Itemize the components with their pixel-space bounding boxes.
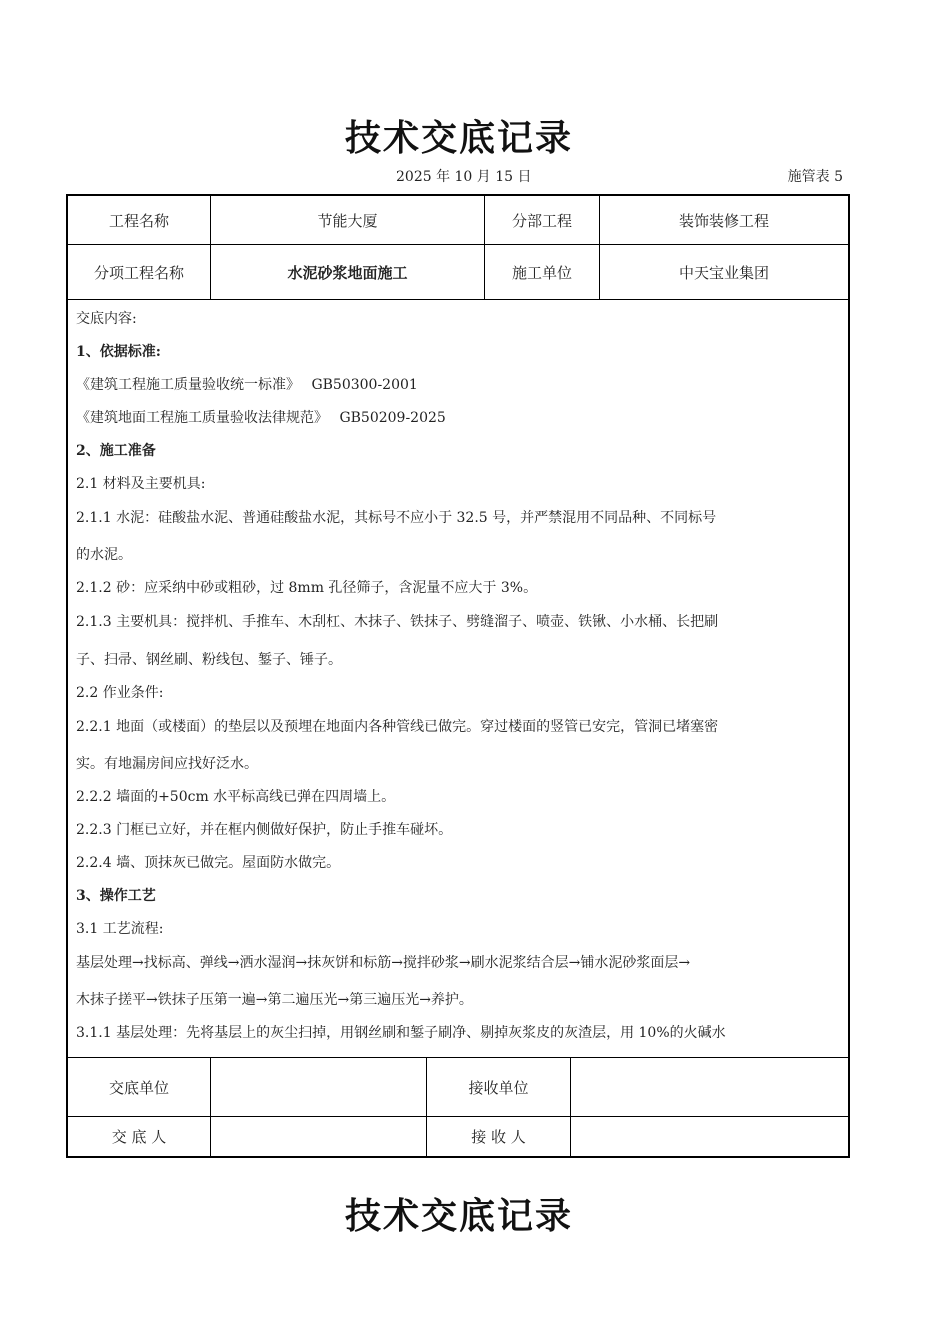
record-table [66,194,850,1158]
receiver-field[interactable] [571,1117,848,1156]
page-title: 技术交底记录 [344,118,573,159]
content-line: 2.1.1 水泥：硅酸盐水泥、普通硅酸盐水泥，其标号不应小于 32.5 号，并严禁混用不同品种、不同标号 [76,510,717,526]
content-line: 基层处理→找标高、弹线→洒水湿润→抹灰饼和标筋→搅拌砂浆→刷水泥浆结合层→铺水泥砂浆面层→ [76,955,691,971]
receiver-label: 接 收 人 [471,1128,526,1146]
content-line: 实。有地漏房间应找好泛水。 [76,756,258,772]
issuer-field[interactable] [211,1117,426,1156]
content-line: 2.2.4 墙、顶抹灰已做完。屋面防水做完。 [76,855,341,871]
receiver-unit-field[interactable] [571,1058,848,1116]
section-heading: 3、操作工艺 [76,888,156,904]
content-line: 木抹子搓平→铁抹子压第一遍→第二遍压光→第三遍压光→养护。 [76,992,473,1008]
subitem-label: 分项工程名称 [93,263,184,282]
contractor-value: 中天宝业集团 [678,263,769,282]
content-line: 交底内容: [76,311,137,327]
division-value: 装饰装修工程 [678,211,769,230]
form-number: 施管表 5 [787,169,843,185]
content-line: 2.1 材料及主要机具: [76,476,206,492]
section-heading: 1、依据标准: [76,344,161,360]
content-line: 2.1.2 砂：应采纳中砂或粗砂，过 8mm 孔径筛子，含泥量不应大于 3%。 [76,580,538,596]
section-heading: 2、施工准备 [76,443,156,459]
contractor-label: 施工单位 [511,263,572,282]
project-name-value: 节能大厦 [317,211,378,230]
content-line: 2.2 作业条件: [76,685,164,701]
content-line: 子、扫帚、钢丝刷、粉线包、錾子、锤子。 [76,652,342,668]
next-page-title: 技术交底记录 [344,1196,573,1237]
content-line: 2.2.1 地面（或楼面）的垫层以及预埋在地面内各种管线已做完。穿过楼面的竖管已安完，管洞已堵塞密 [76,719,719,735]
row-divider [68,299,848,300]
issuer-label: 交 底 人 [111,1128,167,1146]
content-line: 3.1 工艺流程: [76,921,164,937]
content-line: 2.1.3 主要机具：搅拌机、手推车、木刮杠、木抹子、铁抹子、劈缝溜子、喷壶、铁锹、小水桶、长把刷 [76,614,719,630]
content-line: 2.2.2 墙面的+50cm 水平标高线已弹在四周墙上。 [76,789,396,805]
division-label: 分部工程 [511,211,572,230]
subitem-value: 水泥砂浆地面施工 [287,263,408,282]
project-name-label: 工程名称 [108,211,169,230]
content-line: 《建筑地面工程施工质量验收法律规范》 GB50209-2025 [76,410,446,426]
issuer-unit-label: 交底单位 [108,1078,169,1097]
content-line: 《建筑工程施工质量验收统一标准》 GB50300-2001 [76,377,418,393]
record-date: 2025 年 10 月 15 日 [396,169,532,185]
issuer-unit-field[interactable] [211,1058,426,1116]
content-line: 2.2.3 门框已立好，并在框内侧做好保护，防止手推车碰坏。 [76,822,453,838]
receiver-unit-label: 接收单位 [468,1078,529,1097]
content-line: 3.1.1 基层处理：先将基层上的灰尘扫掉，用钢丝刷和錾子刷净、剔掉灰浆皮的灰渣层，用 10%的火碱水 [76,1025,726,1041]
content-line: 的水泥。 [76,547,132,563]
